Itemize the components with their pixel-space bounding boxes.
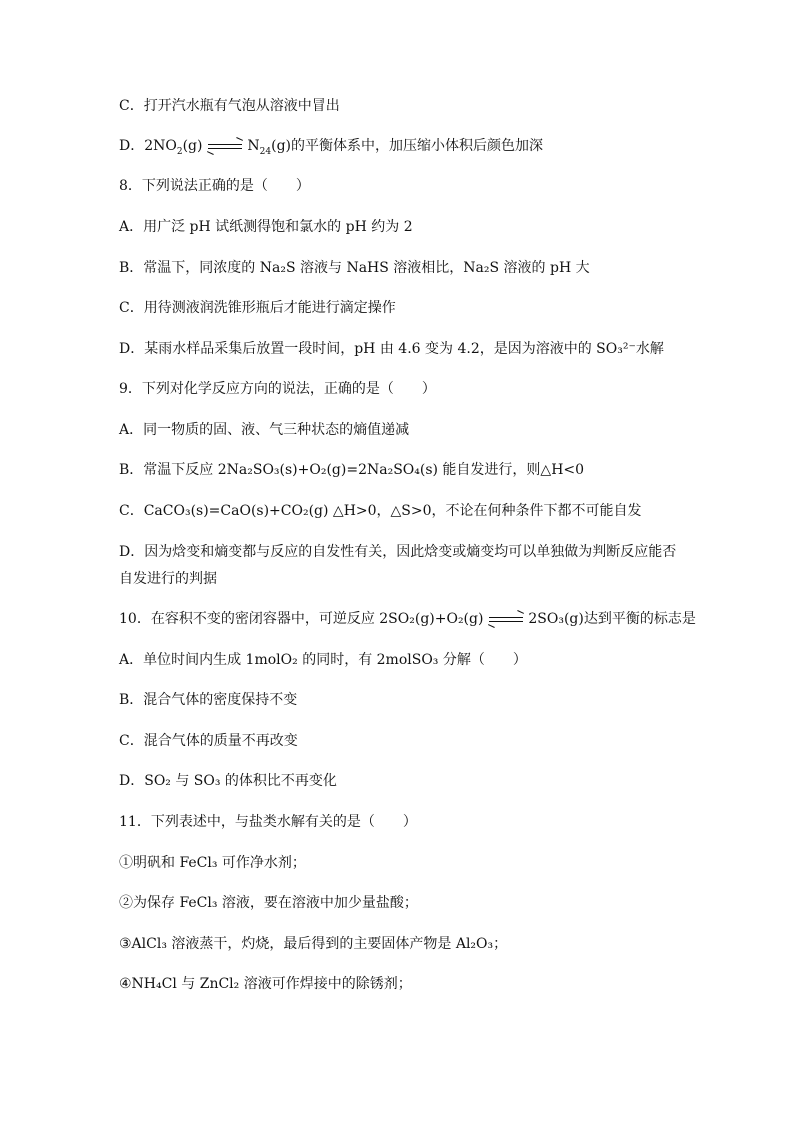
option-d-rain-sample: D．某雨水样品采集后放置一段时间，pH 由 4.6 变为 4.2，是因为溶液中的 SO₃²⁻水解	[119, 341, 664, 357]
subscript: 2	[259, 146, 266, 157]
option-c-mass: C．混合气体的质量不再改变	[119, 733, 298, 749]
equation-part: N	[247, 138, 260, 154]
question-10-text-end: 2SO₃(g)达到平衡的标志是	[528, 611, 696, 627]
equilibrium-arrow-icon	[208, 141, 242, 151]
option-b-density: B．混合气体的密度保持不变	[119, 692, 298, 708]
option-d-volume-ratio: D．SO₂ 与 SO₃ 的体积比不再变化	[119, 773, 337, 789]
option-a-mol-o2: A．单位时间内生成 1molO₂ 的同时，有 2molSO₃ 分解（ ）	[119, 652, 527, 668]
option-d-no2-equilibrium	[119, 134, 679, 158]
option-a-ph-paper: A．用广泛 pH 试纸测得饱和氯水的 pH 约为 2	[119, 219, 413, 235]
option-c-soda: C．打开汽水瓶有气泡从溶液中冒出	[119, 98, 340, 114]
question-10-text: 10．在容积不变的密闭容器中，可逆反应 2SO₂(g)+O₂(g)	[119, 611, 484, 627]
option-b-na2s: B．常温下，同浓度的 Na₂S 溶液与 NaHS 溶液相比，Na₂S 溶液的 pH 大	[119, 260, 590, 276]
subscript: 2	[176, 146, 183, 157]
subscript: 4	[265, 146, 272, 157]
statement-4: ④NH₄Cl 与 ZnCl₂ 溶液可作焊接中的除锈剂；	[119, 976, 412, 992]
option-d-enthalpy-entropy: D．因为焓变和熵变都与反应的自发性有关，因此焓变或熵变均可以单独做为判断反应能否自发进行的判据	[119, 544, 677, 587]
question-9: 9．下列对化学反应方向的说法，正确的是（ ）	[119, 381, 436, 397]
option-a-entropy: A．同一物质的固、液、气三种状态的熵值递减	[119, 422, 410, 438]
equation-part: (g)的平衡体系中，加压缩小体积后颜色加深	[271, 138, 543, 154]
equilibrium-arrow-icon	[489, 614, 523, 624]
option-c-caco3: C．CaCO₃(s)=CaO(s)+CO₂(g) △H>0，△S>0，不论在何种条件下都不可能自发	[119, 503, 642, 519]
question-8: 8．下列说法正确的是（ ）	[119, 178, 310, 194]
equation-part: (g)	[182, 138, 203, 154]
option-b-sulfite: B．常温下反应 2Na₂SO₃(s)+O₂(g)=2Na₂SO₄(s) 能自发进行，则△H<0	[119, 462, 585, 478]
statement-2: ②为保存 FeCl₃ 溶液，要在溶液中加少量盐酸；	[119, 895, 418, 911]
statement-3: ③AlCl₃ 溶液蒸干，灼烧，最后得到的主要固体产物是 Al₂O₃；	[119, 936, 508, 952]
statement-1: ①明矾和 FeCl₃ 可作净水剂；	[119, 855, 306, 871]
question-11: 11．下列表述中，与盐类水解有关的是（ ）	[119, 814, 417, 830]
question-10	[119, 607, 696, 631]
equation-part: D．2NO	[119, 138, 177, 154]
option-c-titration: C．用待测液润洗锥形瓶后才能进行滴定操作	[119, 300, 396, 316]
